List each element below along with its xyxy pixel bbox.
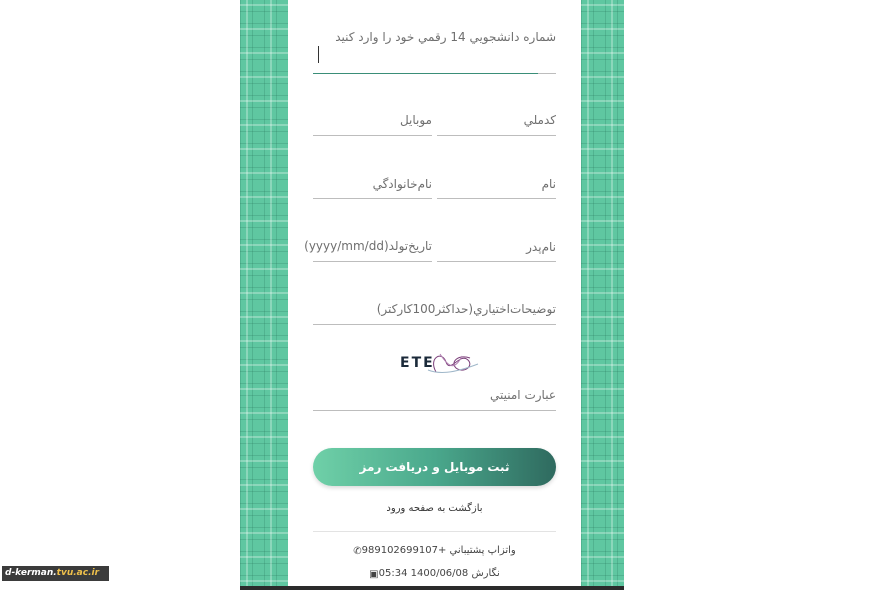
description-field[interactable] xyxy=(313,289,556,325)
back-to-login-link[interactable]: بازگشت به صفحه ورود xyxy=(386,503,483,514)
first-name-field[interactable] xyxy=(437,163,556,199)
whatsapp-icon: ✆ xyxy=(353,546,362,557)
right-pattern-border xyxy=(581,0,624,590)
security-phrase-field[interactable] xyxy=(313,382,556,411)
version-text: نگارش 1400/06/08 05:34 xyxy=(378,568,500,579)
last-name-field[interactable] xyxy=(313,163,432,199)
calendar-icon: ▣ xyxy=(369,569,379,580)
student-number-field[interactable] xyxy=(313,26,556,74)
birth-date-field[interactable] xyxy=(304,226,432,262)
security-phrase-label: عبارت امنيتي xyxy=(490,388,556,402)
father-name-field[interactable] xyxy=(437,226,556,262)
text-caret xyxy=(318,46,319,63)
watermark-domain: tvu.ac.ir xyxy=(56,568,100,578)
site-watermark xyxy=(2,566,109,581)
student-number-label: شماره دانشجويي 14 رقمي خود را وارد كنيد xyxy=(335,30,556,44)
mobile-label: موبايل xyxy=(399,113,432,127)
father-name-label: نام‌پدر xyxy=(526,240,556,254)
whatsapp-support-text: واتزاپ پشتيباني +989102699107 xyxy=(361,545,516,556)
left-pattern-border xyxy=(240,0,288,590)
captcha-noise xyxy=(398,348,480,378)
submit-mobile-button[interactable]: ثبت موبايل و دريافت رمز xyxy=(313,448,556,486)
mobile-field[interactable] xyxy=(313,100,432,136)
birth-date-label: تاريخ‌تولد(yyyy/mm/dd) xyxy=(304,239,432,253)
field-underline xyxy=(538,73,556,74)
national-code-field[interactable] xyxy=(437,100,556,136)
captcha-text: ETE xyxy=(400,355,435,371)
last-name-label: نام‌خانوادگي xyxy=(372,177,432,191)
first-name-label: نام xyxy=(541,177,556,191)
focus-underline xyxy=(313,73,538,74)
whatsapp-support[interactable] xyxy=(313,545,556,557)
bottom-border xyxy=(240,586,624,590)
version-info xyxy=(313,568,556,580)
national-code-label: كدملي xyxy=(523,113,556,127)
description-label: توضيحات‌اختياري(حداكثر100كاركتر) xyxy=(376,302,556,316)
watermark-prefix: d-kerman. xyxy=(5,568,57,578)
divider xyxy=(313,531,556,532)
captcha-image xyxy=(398,348,480,378)
